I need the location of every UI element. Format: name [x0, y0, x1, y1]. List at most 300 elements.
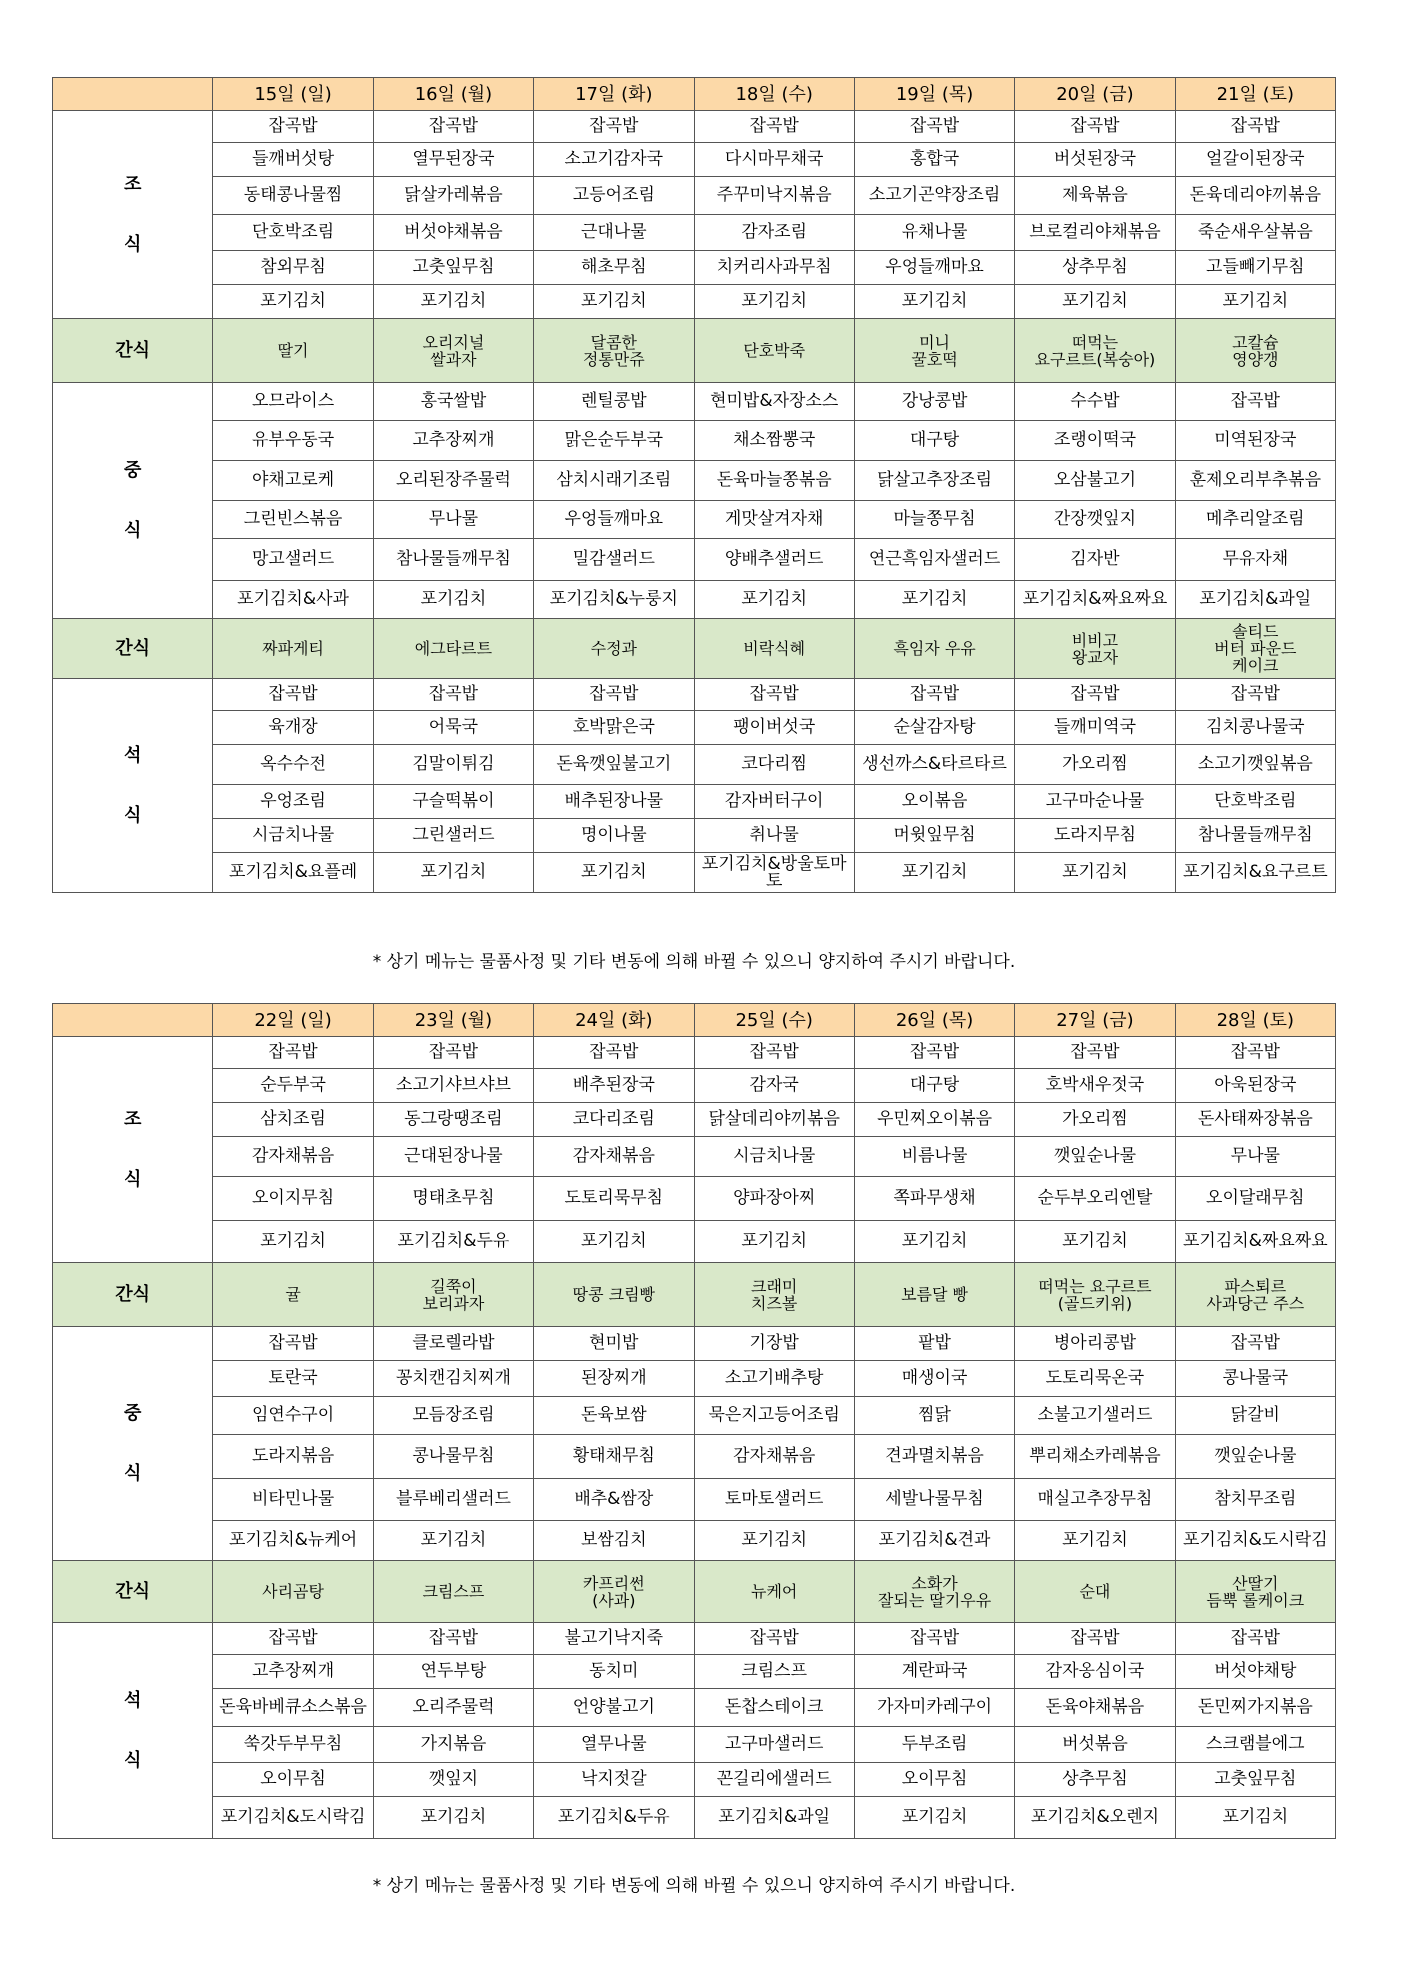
- menu-row: [53, 383, 1336, 421]
- menu-item: 잡곡밥: [1015, 1623, 1175, 1655]
- menu-row: [53, 745, 1336, 785]
- menu-item: 감자조림: [694, 215, 854, 251]
- menu-item: 열무된장국: [373, 143, 533, 177]
- menu-row: [53, 461, 1336, 501]
- menu-item: 순두부오리엔탈: [1015, 1177, 1175, 1221]
- menu-row: [53, 251, 1336, 285]
- menu-item: 잡곡밥: [1015, 1037, 1175, 1069]
- menu-item: 포기김치: [373, 285, 533, 319]
- menu-item: 포기김치&짜요짜요: [1175, 1221, 1335, 1263]
- menu-item: 잡곡밥: [854, 111, 1014, 143]
- snack-item: 비비고 왕교자: [1015, 619, 1175, 679]
- menu-item: 소불고기샐러드: [1015, 1397, 1175, 1435]
- menu-item: 포기김치: [694, 1221, 854, 1263]
- menu-item: 오이지무침: [213, 1177, 373, 1221]
- menu-item: 포기김치&두유: [534, 1797, 694, 1839]
- menu-item: 오이볶음: [854, 785, 1014, 819]
- day-header: 27일 (금): [1015, 1004, 1175, 1037]
- menu-item: 포기김치: [694, 581, 854, 619]
- menu-item: 우엉들깨마요: [534, 501, 694, 539]
- menu-item: 삼치시래기조림: [534, 461, 694, 501]
- meal-label: 중 식: [53, 1327, 213, 1561]
- menu-item: 잡곡밥: [373, 111, 533, 143]
- menu-item: 포기김치&오렌지: [1015, 1797, 1175, 1839]
- menu-item: 잡곡밥: [1175, 1327, 1335, 1361]
- menu-item: 포기김치: [1015, 285, 1175, 319]
- menu-item: 들깨버섯탕: [213, 143, 373, 177]
- menu-item: 포기김치&도시락김: [1175, 1521, 1335, 1561]
- menu-item: 꼰길리에샐러드: [694, 1763, 854, 1797]
- snack-item: 고칼슘 영양갱: [1175, 319, 1335, 383]
- menu-item: 도토리묵온국: [1015, 1361, 1175, 1397]
- menu-item: 동그랑땡조림: [373, 1103, 533, 1137]
- snack-row: [53, 319, 1336, 383]
- weekly-menu-table-1: [52, 77, 1336, 893]
- menu-item: 현미밥&자장소스: [694, 383, 854, 421]
- menu-item: 돈육바베큐소스볶음: [213, 1689, 373, 1727]
- menu-item: 도라지볶음: [213, 1435, 373, 1479]
- menu-item: 오리주물럭: [373, 1689, 533, 1727]
- menu-item: 포기김치: [854, 1797, 1014, 1839]
- menu-item: 매실고추장무침: [1015, 1479, 1175, 1521]
- menu-item: 고구마순나물: [1015, 785, 1175, 819]
- menu-item: 삼치조림: [213, 1103, 373, 1137]
- menu-item: 대구탕: [854, 421, 1014, 461]
- menu-item: 꽁치캔김치찌개: [373, 1361, 533, 1397]
- snack-label: 간식: [53, 619, 213, 679]
- day-header: 18일 (수): [694, 78, 854, 111]
- menu-item: 호박맑은국: [534, 711, 694, 745]
- menu-item: 토란국: [213, 1361, 373, 1397]
- menu-item: 언양불고기: [534, 1689, 694, 1727]
- menu-item: 감자채볶음: [213, 1137, 373, 1177]
- menu-item: 명태초무침: [373, 1177, 533, 1221]
- menu-item: 배추된장국: [534, 1069, 694, 1103]
- menu-item: 단호박조림: [213, 215, 373, 251]
- menu-item: 토마토샐러드: [694, 1479, 854, 1521]
- menu-item: 팥밥: [854, 1327, 1014, 1361]
- menu-item: 포기김치: [534, 285, 694, 319]
- menu-item: 브로컬리야채볶음: [1015, 215, 1175, 251]
- menu-item: 비름나물: [854, 1137, 1014, 1177]
- menu-item: 강낭콩밥: [854, 383, 1014, 421]
- header-corner: [53, 1004, 213, 1037]
- menu-item: 야채고로케: [213, 461, 373, 501]
- menu-item: 버섯야채탕: [1175, 1655, 1335, 1689]
- snack-item: 귤: [213, 1263, 373, 1327]
- menu-item: 고들빼기무침: [1175, 251, 1335, 285]
- menu-item: 오이달래무침: [1175, 1177, 1335, 1221]
- snack-item: 미니 꿀호떡: [854, 319, 1014, 383]
- menu-item: 감자국: [694, 1069, 854, 1103]
- menu-row: [53, 1361, 1336, 1397]
- menu-item: 밀감샐러드: [534, 539, 694, 581]
- meal-label: 석 식: [53, 679, 213, 893]
- menu-item: 열무나물: [534, 1727, 694, 1763]
- day-header: 20일 (금): [1015, 78, 1175, 111]
- menu-item: 도토리묵무침: [534, 1177, 694, 1221]
- menu-row: [53, 1037, 1336, 1069]
- menu-item: 소고기배추탕: [694, 1361, 854, 1397]
- menu-item: 블루베리샐러드: [373, 1479, 533, 1521]
- menu-item: 오이무침: [213, 1763, 373, 1797]
- menu-item: 고구마샐러드: [694, 1727, 854, 1763]
- meal-label: 조 식: [53, 111, 213, 319]
- menu-item: 도라지무침: [1015, 819, 1175, 853]
- snack-item: 비락식혜: [694, 619, 854, 679]
- menu-item: 콩나물국: [1175, 1361, 1335, 1397]
- day-header: 21일 (토): [1175, 78, 1335, 111]
- snack-item: 짜파게티: [213, 619, 373, 679]
- snack-item: 보름달 빵: [854, 1263, 1014, 1327]
- menu-row: [53, 581, 1336, 619]
- weekly-menu-table-2: [52, 1003, 1336, 1839]
- day-header: 16일 (월): [373, 78, 533, 111]
- menu-item: 참나물들깨무침: [1175, 819, 1335, 853]
- menu-row: [53, 143, 1336, 177]
- menu-item: 참치무조림: [1175, 1479, 1335, 1521]
- menu-item: 잡곡밥: [854, 1623, 1014, 1655]
- snack-item: 떠먹는 요구르트(복숭아): [1015, 319, 1175, 383]
- menu-item: 포기김치: [694, 285, 854, 319]
- menu-item: 오삼불고기: [1015, 461, 1175, 501]
- menu-item: 포기김치&과일: [694, 1797, 854, 1839]
- menu-item: 포기김치: [1175, 285, 1335, 319]
- menu-row: [53, 1137, 1336, 1177]
- menu-item: 동치미: [534, 1655, 694, 1689]
- menu-item: 돈육데리야끼볶음: [1175, 177, 1335, 215]
- menu-item: 오이무침: [854, 1763, 1014, 1797]
- menu-item: 쪽파무생채: [854, 1177, 1014, 1221]
- snack-item: 딸기: [213, 319, 373, 383]
- menu-item: 감자버터구이: [694, 785, 854, 819]
- menu-item: 포기김치: [373, 1521, 533, 1561]
- menu-item: 시금치나물: [694, 1137, 854, 1177]
- menu-item: 홍국쌀밥: [373, 383, 533, 421]
- menu-item: 우민찌오이볶음: [854, 1103, 1014, 1137]
- menu-row: [53, 215, 1336, 251]
- menu-item: 양배추샐러드: [694, 539, 854, 581]
- menu-item: 버섯야채볶음: [373, 215, 533, 251]
- menu-item: 잡곡밥: [854, 679, 1014, 711]
- menu-item: 그린빈스볶음: [213, 501, 373, 539]
- snack-item: 단호박죽: [694, 319, 854, 383]
- menu-item: 닭살고추장조림: [854, 461, 1014, 501]
- menu-notice: * 상기 메뉴는 물품사정 및 기타 변동에 의해 바뀔 수 있으니 양지하여 주시기 바랍니다.: [372, 952, 1016, 972]
- menu-item: 가자미카레구이: [854, 1689, 1014, 1727]
- menu-item: 세발나물무침: [854, 1479, 1014, 1521]
- menu-item: 가지볶음: [373, 1727, 533, 1763]
- menu-item: 포기김치: [213, 285, 373, 319]
- menu-item: 양파장아찌: [694, 1177, 854, 1221]
- menu-item: 돈육깻잎불고기: [534, 745, 694, 785]
- menu-row: [53, 1435, 1336, 1479]
- menu-item: 훈제오리부추볶음: [1175, 461, 1335, 501]
- menu-item: 김자반: [1015, 539, 1175, 581]
- menu-item: 포기김치&뉴케어: [213, 1521, 373, 1561]
- day-header: 19일 (목): [854, 78, 1014, 111]
- menu-item: 포기김치: [1015, 853, 1175, 893]
- menu-item: 계란파국: [854, 1655, 1014, 1689]
- menu-item: 오므라이스: [213, 383, 373, 421]
- menu-row: [53, 1177, 1336, 1221]
- menu-row: [53, 1727, 1336, 1763]
- menu-item: 순살감자탕: [854, 711, 1014, 745]
- snack-item: 떠먹는 요구르트 (골드키위): [1015, 1263, 1175, 1327]
- menu-item: 감자옹심이국: [1015, 1655, 1175, 1689]
- menu-item: 홍합국: [854, 143, 1014, 177]
- menu-item: 참나물들깨무침: [373, 539, 533, 581]
- menu-item: 불고기낙지죽: [534, 1623, 694, 1655]
- menu-item: 머윗잎무침: [854, 819, 1014, 853]
- menu-item: 어묵국: [373, 711, 533, 745]
- menu-item: 포기김치: [1175, 1797, 1335, 1839]
- menu-item: 오리된장주물럭: [373, 461, 533, 501]
- menu-item: 매생이국: [854, 1361, 1014, 1397]
- header-corner: [53, 78, 213, 111]
- menu-item: 생선까스&타르타르: [854, 745, 1014, 785]
- day-header: 26일 (목): [854, 1004, 1014, 1037]
- menu-item: 제육볶음: [1015, 177, 1175, 215]
- day-header: 28일 (토): [1175, 1004, 1335, 1037]
- menu-row: [53, 1689, 1336, 1727]
- menu-row: [53, 501, 1336, 539]
- menu-item: 시금치나물: [213, 819, 373, 853]
- menu-item: 기장밥: [694, 1327, 854, 1361]
- snack-item: 크래미 치즈볼: [694, 1263, 854, 1327]
- menu-item: 우엉들깨마요: [854, 251, 1014, 285]
- menu-item: 상추무침: [1015, 251, 1175, 285]
- menu-item: 포기김치&누룽지: [534, 581, 694, 619]
- menu-row: [53, 421, 1336, 461]
- snack-item: 파스퇴르 사과당근 주스: [1175, 1263, 1335, 1327]
- day-header: 23일 (월): [373, 1004, 533, 1037]
- menu-item: 포기김치&짜요짜요: [1015, 581, 1175, 619]
- menu-item: 렌틸콩밥: [534, 383, 694, 421]
- menu-row: [53, 1655, 1336, 1689]
- menu-item: 잡곡밥: [213, 679, 373, 711]
- menu-row: [53, 1221, 1336, 1263]
- menu-item: 무나물: [1175, 1137, 1335, 1177]
- menu-item: 치커리사과무침: [694, 251, 854, 285]
- menu-item: 잡곡밥: [1015, 111, 1175, 143]
- menu-item: 잡곡밥: [1175, 1623, 1335, 1655]
- menu-item: 된장찌개: [534, 1361, 694, 1397]
- menu-item: 고등어조림: [534, 177, 694, 215]
- menu-item: 구슬떡볶이: [373, 785, 533, 819]
- menu-item: 포기김치&도시락김: [213, 1797, 373, 1839]
- menu-item: 잡곡밥: [694, 1037, 854, 1069]
- snack-item: 땅콩 크림빵: [534, 1263, 694, 1327]
- menu-item: 단호박조림: [1175, 785, 1335, 819]
- menu-item: 보쌈김치: [534, 1521, 694, 1561]
- menu-row: [53, 1397, 1336, 1435]
- menu-item: 근대나물: [534, 215, 694, 251]
- menu-item: 상추무침: [1015, 1763, 1175, 1797]
- menu-item: 무나물: [373, 501, 533, 539]
- menu-item: 잡곡밥: [373, 1037, 533, 1069]
- menu-item: 고추장찌개: [213, 1655, 373, 1689]
- menu-item: 맑은순두부국: [534, 421, 694, 461]
- menu-item: 잡곡밥: [1175, 383, 1335, 421]
- menu-item: 동태콩나물찜: [213, 177, 373, 215]
- menu-item: 조랭이떡국: [1015, 421, 1175, 461]
- menu-row: [53, 1327, 1336, 1361]
- menu-row: [53, 1623, 1336, 1655]
- menu-item: 깻잎순나물: [1015, 1137, 1175, 1177]
- menu-item: 잡곡밥: [213, 111, 373, 143]
- menu-item: 참외무침: [213, 251, 373, 285]
- menu-item: 잡곡밥: [534, 1037, 694, 1069]
- menu-item: 팽이버섯국: [694, 711, 854, 745]
- menu-row: [53, 539, 1336, 581]
- menu-item: 명이나물: [534, 819, 694, 853]
- menu-item: 두부조림: [854, 1727, 1014, 1763]
- menu-item: 잡곡밥: [373, 679, 533, 711]
- menu-item: 채소짬뽕국: [694, 421, 854, 461]
- menu-row: [53, 177, 1336, 215]
- menu-item: 포기김치: [373, 581, 533, 619]
- menu-item: 유채나물: [854, 215, 1014, 251]
- menu-notice: * 상기 메뉴는 물품사정 및 기타 변동에 의해 바뀔 수 있으니 양지하여 주시기 바랍니다.: [372, 1876, 1016, 1896]
- snack-item: 길쭉이 보리과자: [373, 1263, 533, 1327]
- menu-row: [53, 679, 1336, 711]
- menu-item: 들깨미역국: [1015, 711, 1175, 745]
- snack-row: [53, 1561, 1336, 1623]
- menu-item: 근대된장나물: [373, 1137, 533, 1177]
- menu-item: 포기김치&요구르트: [1175, 853, 1335, 893]
- menu-item: 잡곡밥: [213, 1037, 373, 1069]
- menu-item: 잡곡밥: [213, 1327, 373, 1361]
- menu-item: 포기김치&과일: [1175, 581, 1335, 619]
- menu-item: 포기김치: [534, 853, 694, 893]
- menu-item: 연근흑임자샐러드: [854, 539, 1014, 581]
- menu-item: 묵은지고등어조림: [694, 1397, 854, 1435]
- menu-item: 콩나물무침: [373, 1435, 533, 1479]
- menu-item: 뿌리채소카레볶음: [1015, 1435, 1175, 1479]
- menu-item: 포기김치: [373, 853, 533, 893]
- menu-item: 배추&쌈장: [534, 1479, 694, 1521]
- snack-row: [53, 619, 1336, 679]
- menu-item: 포기김치: [854, 581, 1014, 619]
- menu-item: 코다리조림: [534, 1103, 694, 1137]
- menu-item: 포기김치&요플레: [213, 853, 373, 893]
- menu-item: 포기김치: [534, 1221, 694, 1263]
- menu-item: 유부우동국: [213, 421, 373, 461]
- menu-item: 고춧잎무침: [1175, 1763, 1335, 1797]
- menu-item: 깻잎지: [373, 1763, 533, 1797]
- menu-item: 우엉조림: [213, 785, 373, 819]
- day-header: 22일 (일): [213, 1004, 373, 1037]
- menu-item: 크림스프: [694, 1655, 854, 1689]
- menu-item: 잡곡밥: [1175, 679, 1335, 711]
- menu-item: 병아리콩밥: [1015, 1327, 1175, 1361]
- snack-label: 간식: [53, 1263, 213, 1327]
- menu-item: 포기김치: [854, 285, 1014, 319]
- menu-item: 찜닭: [854, 1397, 1014, 1435]
- menu-item: 해초무침: [534, 251, 694, 285]
- menu-item: 소고기샤브샤브: [373, 1069, 533, 1103]
- meal-label: 조 식: [53, 1037, 213, 1263]
- snack-item: 흑임자 우유: [854, 619, 1014, 679]
- menu-item: 수수밥: [1015, 383, 1175, 421]
- snack-item: 뉴케어: [694, 1561, 854, 1623]
- menu-row: [53, 285, 1336, 319]
- menu-item: 취나물: [694, 819, 854, 853]
- menu-row: [53, 1797, 1336, 1839]
- menu-item: 잡곡밥: [534, 111, 694, 143]
- menu-item: 대구탕: [854, 1069, 1014, 1103]
- menu-row: [53, 111, 1336, 143]
- menu-item: 포기김치&방울토마토: [694, 853, 854, 893]
- menu-item: 주꾸미낙지볶음: [694, 177, 854, 215]
- menu-item: 죽순새우살볶음: [1175, 215, 1335, 251]
- menu-item: 포기김치: [854, 1221, 1014, 1263]
- menu-item: 포기김치: [373, 1797, 533, 1839]
- menu-item: 감자채볶음: [694, 1435, 854, 1479]
- menu-item: 미역된장국: [1175, 421, 1335, 461]
- menu-item: 소고기감자국: [534, 143, 694, 177]
- menu-item: 가오리찜: [1015, 745, 1175, 785]
- snack-item: 카프리썬 (사과): [534, 1561, 694, 1623]
- menu-item: 김말이튀김: [373, 745, 533, 785]
- snack-item: 달콤한 정통만쥬: [534, 319, 694, 383]
- menu-item: 돈육마늘쫑볶음: [694, 461, 854, 501]
- menu-item: 가오리찜: [1015, 1103, 1175, 1137]
- menu-item: 포기김치: [213, 1221, 373, 1263]
- menu-item: 소고기깻잎볶음: [1175, 745, 1335, 785]
- menu-item: 게맛살겨자채: [694, 501, 854, 539]
- menu-item: 간장깻잎지: [1015, 501, 1175, 539]
- snack-item: 수정과: [534, 619, 694, 679]
- day-header-row: [53, 1004, 1336, 1037]
- menu-item: 닭살카레볶음: [373, 177, 533, 215]
- menu-item: 육개장: [213, 711, 373, 745]
- snack-label: 간식: [53, 319, 213, 383]
- menu-row: [53, 1521, 1336, 1561]
- snack-label: 간식: [53, 1561, 213, 1623]
- menu-item: 코다리찜: [694, 745, 854, 785]
- menu-item: 김치콩나물국: [1175, 711, 1335, 745]
- menu-item: 얼갈이된장국: [1175, 143, 1335, 177]
- menu-item: 소고기곤약장조림: [854, 177, 1014, 215]
- menu-item: 스크램블에그: [1175, 1727, 1335, 1763]
- menu-item: 잡곡밥: [694, 1623, 854, 1655]
- menu-item: 감자채볶음: [534, 1137, 694, 1177]
- day-header: 17일 (화): [534, 78, 694, 111]
- day-header-row: [53, 78, 1336, 111]
- menu-item: 마늘쫑무침: [854, 501, 1014, 539]
- menu-item: 돈육보쌈: [534, 1397, 694, 1435]
- menu-item: 황태채무침: [534, 1435, 694, 1479]
- menu-item: 돈민찌가지볶음: [1175, 1689, 1335, 1727]
- menu-item: 배추된장나물: [534, 785, 694, 819]
- menu-item: 깻잎순나물: [1175, 1435, 1335, 1479]
- menu-item: 버섯된장국: [1015, 143, 1175, 177]
- menu-item: 쑥갓두부무침: [213, 1727, 373, 1763]
- snack-item: 에그타르트: [373, 619, 533, 679]
- menu-item: 순두부국: [213, 1069, 373, 1103]
- menu-item: 포기김치: [1015, 1221, 1175, 1263]
- menu-item: 임연수구이: [213, 1397, 373, 1435]
- day-header: 24일 (화): [534, 1004, 694, 1037]
- menu-item: 비타민나물: [213, 1479, 373, 1521]
- menu-row: [53, 853, 1336, 893]
- menu-item: 견과멸치볶음: [854, 1435, 1014, 1479]
- day-header: 25일 (수): [694, 1004, 854, 1037]
- menu-item: 메추리알조림: [1175, 501, 1335, 539]
- menu-item: 옥수수전: [213, 745, 373, 785]
